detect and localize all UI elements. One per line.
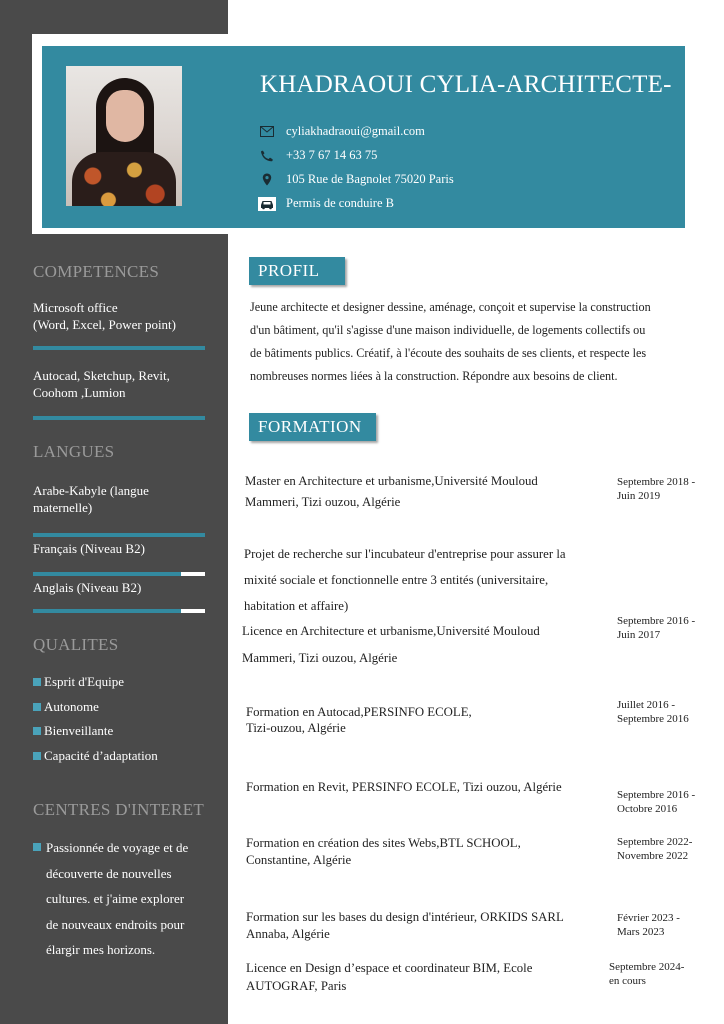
email-text: cyliakhadraoui@gmail.com — [286, 124, 425, 138]
formation-entry: Master en Architecture et urbanisme,Université Mouloud Mammeri, Tizi ouzou, Algérie — [245, 474, 538, 509]
formation-date: Février 2023 - Mars 2023 — [617, 912, 680, 938]
langues-heading: LANGUES — [33, 442, 115, 461]
candidate-name: KHADRAOUI CYLIA-ARCHITECTE- — [260, 71, 672, 98]
contact-address — [258, 172, 454, 187]
formation-section-title: FORMATION — [249, 413, 376, 441]
interets-text-block — [33, 835, 213, 963]
bullet-square-icon — [33, 727, 41, 735]
language-level-bar — [33, 572, 205, 576]
competence-item: Microsoft office (Word, Excel, Power point) — [33, 300, 176, 332]
quality-item: Capacité d’adaptation — [33, 748, 158, 764]
language-item: Français (Niveau B2) — [33, 541, 145, 556]
bullet-square-icon — [33, 703, 41, 711]
bullet-square-icon — [33, 843, 41, 851]
formation-date: Juillet 2016 - Septembre 2016 — [617, 699, 689, 725]
formation-date: Septembre 2016 - Juin 2017 — [617, 615, 696, 641]
phone-icon — [258, 149, 276, 163]
envelope-icon — [258, 125, 276, 139]
formation-entry: Formation en Autocad,PERSINFO ECOLE, Tizi-ouzou, Algérie — [246, 705, 472, 735]
language-item: Arabe-Kabyle (langue maternelle) — [33, 483, 149, 515]
formation-date: Septembre 2016 - Octobre 2016 — [617, 789, 696, 815]
interets-heading: CENTRES D'INTERET — [33, 800, 205, 819]
profil-section-title: PROFIL — [249, 257, 345, 285]
formation-entry: Formation en création des sites Webs,BTL SCHOOL, Constantine, Algérie — [246, 836, 521, 867]
quality-item: Autonome — [33, 699, 99, 715]
formation-date: Septembre 2024- en cours — [609, 961, 685, 987]
competence-divider — [33, 416, 205, 420]
language-level-bar — [33, 609, 205, 613]
competences-heading: COMPETENCES — [33, 262, 160, 281]
formation-entry: Licence en Design d’espace et coordinateur BIM, Ecole AUTOGRAF, Paris — [246, 961, 533, 993]
contact-license — [258, 196, 394, 211]
profil-text: Jeune architecte et designer dessine, aménage, conçoit et supervise la construction d'un bâtiment, qu'il s'agisse d'une maison individuelle, de logements collectifs ou de bâtiments publics. Créatif, à l'écoute des souhaits de ses clients, et respecte les nombreuses normes liées à la construction. Répondre aux besoins de client. — [250, 300, 651, 383]
formation-date: Septembre 2022- Novembre 2022 — [617, 836, 693, 862]
contact-phone[interactable] — [258, 148, 377, 163]
quality-item: Esprit d'Equipe — [33, 674, 124, 690]
competence-item: Autocad, Sketchup, Revit, Coohom ,Lumion — [33, 368, 170, 400]
language-level-bar — [33, 533, 205, 537]
car-icon — [258, 197, 276, 211]
qualites-heading: QUALITES — [33, 635, 119, 654]
formation-entry: Formation en Revit, PERSINFO ECOLE, Tizi ouzou, Algérie — [246, 780, 562, 794]
language-item: Anglais (Niveau B2) — [33, 580, 142, 595]
contact-email[interactable] — [258, 124, 425, 139]
location-pin-icon — [258, 173, 276, 187]
profile-photo — [66, 66, 182, 206]
bullet-square-icon — [33, 678, 41, 686]
formation-date: Septembre 2018 - Juin 2019 — [617, 476, 696, 502]
license-text: Permis de conduire B — [286, 196, 394, 210]
competence-divider — [33, 346, 205, 350]
quality-item: Bienveillante — [33, 723, 113, 739]
interets-text: Passionnée de voyage et de découverte de nouvelles cultures. et j'aime explorer de nouveaux endroits pour élargir mes horizons. — [46, 840, 189, 957]
phone-text: +33 7 67 14 63 75 — [286, 148, 378, 162]
address-text: 105 Rue de Bagnolet 75020 Paris — [286, 172, 454, 186]
profil-text-block — [250, 296, 690, 388]
formation-entry: Formation sur les bases du design d'intérieur, ORKIDS SARL Annaba, Algérie — [246, 910, 564, 941]
bullet-square-icon — [33, 752, 41, 760]
formation-entry: Projet de recherche sur l'incubateur d'entreprise pour assurer la mixité sociale et fonctionnelle entre 3 entités (universitaire, habitation et affaire) — [244, 547, 566, 613]
formation-entry: Licence en Architecture et urbanisme,Université Mouloud Mammeri, Tizi ouzou, Algérie — [242, 624, 540, 665]
